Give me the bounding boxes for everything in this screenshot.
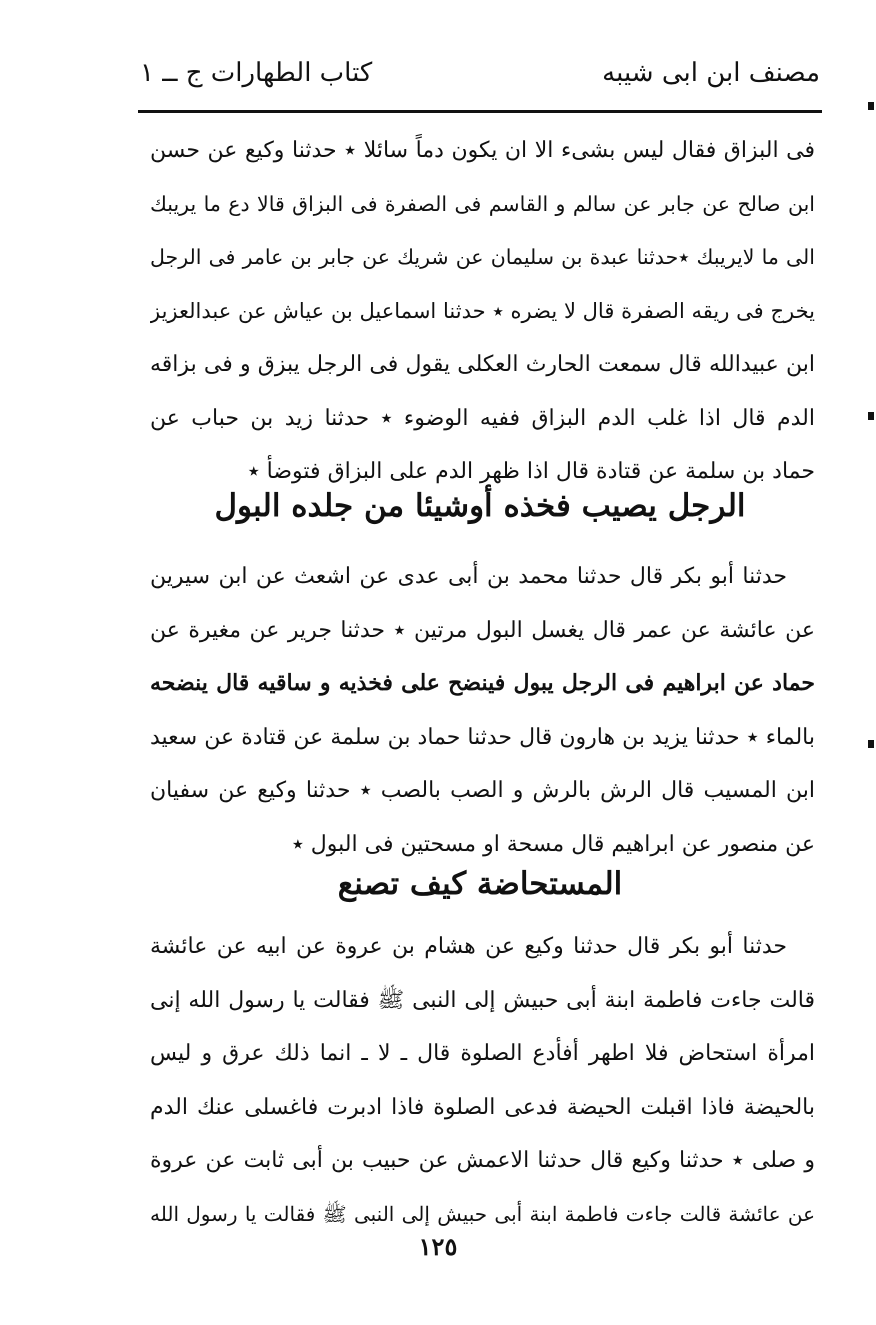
text-line: حماد بن سلمة عن قتادة قال اذا ظهر الدم على البزاق فتوضأ ٭ (247, 459, 815, 484)
section-heading-2: المستحاضة كيف تصنع (337, 866, 623, 902)
text-line: عن عائشة عن عمر قال يغسل البول مرتين ٭ حدثنا جرير عن مغيرة عن (150, 617, 815, 643)
text-line: عن منصور عن ابراهيم قال مسحة او مسحتين فى البول ٭ (291, 831, 815, 857)
text-line: و صلى ٭ حدثنا وكيع قال حدثنا الاعمش عن حبيب بن أبى ثابت عن عروة (150, 1148, 815, 1173)
text-line: بالحيضة فاذا اقبلت الحيضة فدعى الصلوة فاذا ادبرت فاغسلى عنك الدم (150, 1094, 815, 1120)
margin-mark-top (868, 102, 874, 110)
text-block-1 (150, 124, 815, 499)
header-rule (138, 110, 822, 113)
text-line: قالت جاءت فاطمة ابنة أبى حبيش إلى النبى ﷺ فقالت يا رسول الله إنى (150, 987, 815, 1013)
text-line: فى البزاق فقال ليس بشىء الا ان يكون دماً سائلا ٭ حدثنا وكيع عن حسن (150, 138, 815, 163)
text-line: امرأة استحاض فلا اطهر أفأدع الصلوة قال ـ لا ـ انما ذلك عرق و ليس (150, 1041, 815, 1066)
text-block-3 (150, 920, 815, 1241)
running-head (140, 52, 820, 102)
text-line: الدم قال اذا غلب الدم البزاق ففيه الوضوء ٭ حدثنا زيد بن حباب عن (150, 405, 815, 431)
text-line: بالماء ٭ حدثنا يزيد بن هارون قال حدثنا حماد بن سلمة عن قتادة عن سعيد (150, 724, 815, 750)
text-line: ابن عبيدالله قال سمعت الحارث العكلى يقول فى الرجل يبزق و فى بزاقه (150, 352, 815, 377)
text-line: حدثنا أبو بكر قال حدثنا محمد بن أبى عدى عن اشعث عن ابن سيرين (150, 564, 787, 589)
section-heading-1: الرجل يصيب فخذه أوشيئا من جلده البول (214, 488, 746, 524)
text-line: يخرج فى ريقه الصفرة قال لا يضره ٭ حدثنا اسماعيل بن عياش عن عبدالعزيز (150, 298, 815, 323)
text-line: ابن صالح عن جابر عن سالم و القاسم فى الصفرة فى البزاق قالا دع ما يريبك (150, 191, 815, 216)
text-line: ابن المسيب قال الرش بالرش و الصب بالصب ٭ حدثنا وكيع عن سفيان (150, 778, 815, 803)
page-number: ١٢٥ (418, 1232, 458, 1261)
margin-mark-middle (868, 412, 874, 420)
text-line: حدثنا أبو بكر قال حدثنا وكيع عن هشام بن عروة عن ابيه عن عائشة (150, 934, 787, 959)
text-line: عن عائشة قالت جاءت فاطمة ابنة أبى حبيش إلى النبى ﷺ فقالت يا رسول الله (150, 1201, 815, 1226)
book-title: مصنف ابن ابى شيبه (602, 58, 820, 88)
text-block-2 (150, 550, 815, 871)
margin-mark-lower (868, 740, 874, 748)
text-line: الى ما لايريبك ٭حدثنا عبدة بن سليمان عن شريك عن جابر بن عامر فى الرجل (150, 245, 815, 269)
chapter-title: كتاب الطهارات ج ــ ١ (140, 58, 373, 88)
text-line: حماد عن ابراهيم فى الرجل يبول فينضح على فخذيه و ساقيه قال ينضحه (150, 670, 815, 696)
